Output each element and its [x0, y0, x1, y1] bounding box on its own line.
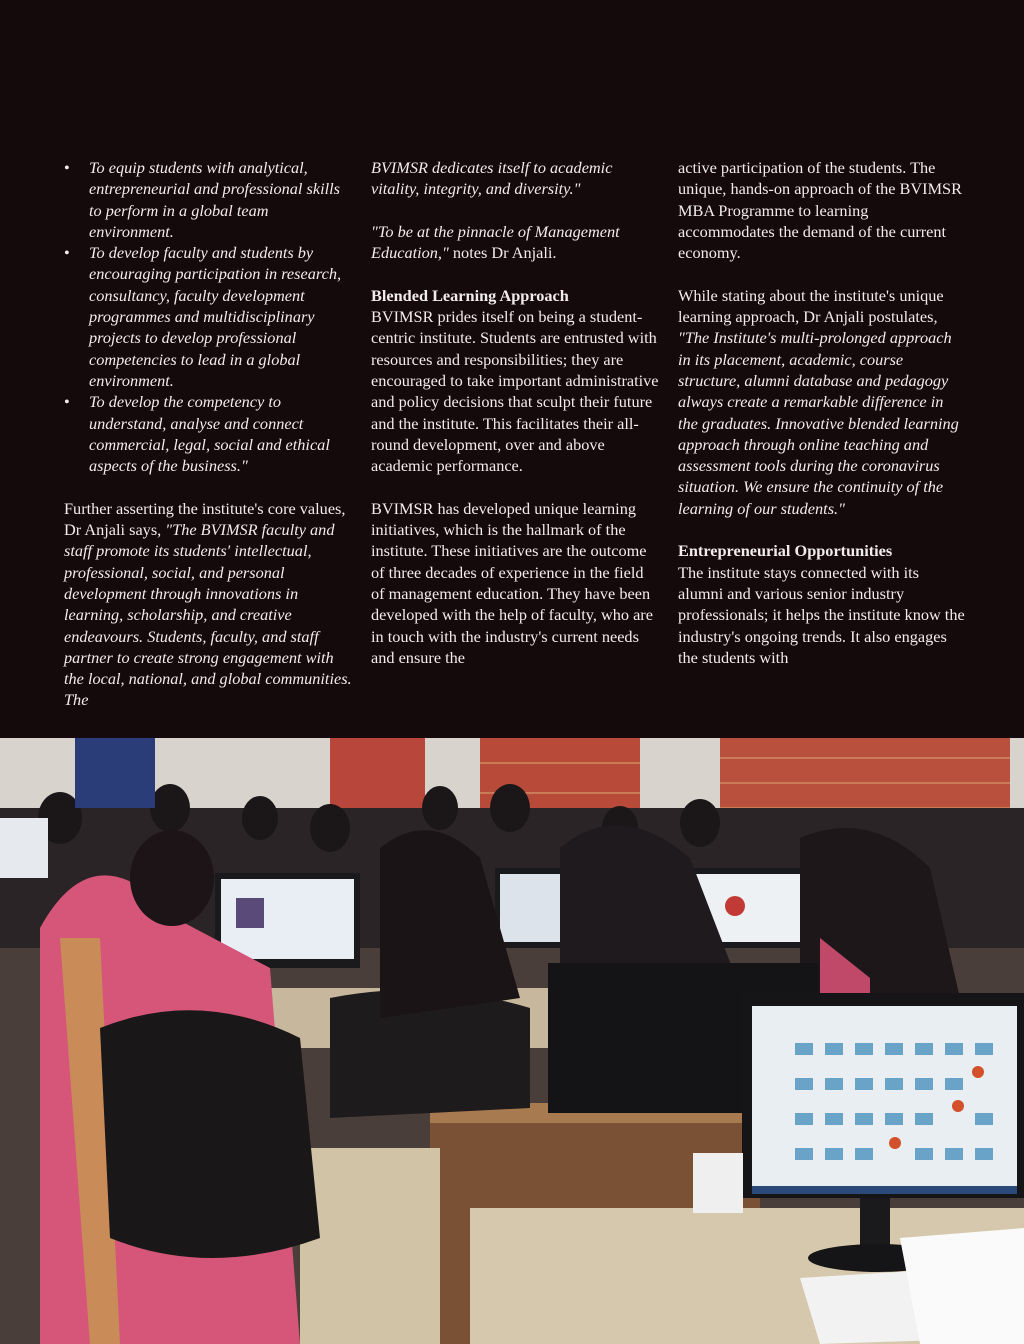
objectives-list: [64, 157, 352, 476]
quote-paragraph: BVIMSR dedicates itself to academic vitality, integrity, and diversity.": [371, 158, 613, 199]
computer-lab-photo: [0, 738, 1024, 1344]
body-paragraph: The institute stays connected with its alumni and various senior industry professionals; it helps the institute know the industry's ongoing trends. It also engages the students with: [678, 562, 965, 667]
body-paragraph: active participation of the students. The unique, hands-on approach of the BVIMSR MBA Programme to learning accommodates the demand of the current economy.: [678, 158, 962, 263]
list-item: • To equip students with analytical, entrepreneurial and professional skills to perform in a global team environment.: [64, 158, 340, 241]
body-paragraph: BVIMSR has developed unique learning initiatives, which is the hallmark of the institute. These initiatives are the outcome of three decades of experience in the field of management education. They have been developed with the help of faculty, who are in touch with the industry's current needs and ensure the: [371, 498, 653, 667]
learning-approach-paragraph: While stating about the institute's unique learning approach, Dr Anjali postulates, "The Institute's multi-prolonged approach in its placement, academic, course structure, alumni database and pedagogy always create a remarkable difference in the graduates. Innovative blended learning approach through online teaching and assessment tools during the coronavirus situation. We ensure the continuity of the learning of our students.": [678, 285, 959, 518]
core-values-paragraph: Further asserting the institute's core values, Dr Anjali says, "The BVIMSR faculty and staff promote its students' intellectual, professional, social, and personal development through innovations in learning, scholarship, and creative endeavours. Students, faculty, and staff partner to create strong engagement with the local, national, and global communities. The: [64, 498, 352, 710]
text-column-3: [678, 157, 966, 668]
text-column-1: [64, 157, 352, 711]
section-heading-blended-learning: Blended Learning Approach: [371, 285, 569, 305]
body-paragraph: BVIMSR prides itself on being a student-centric institute. Students are entrusted with resources and responsibilities; they are encouraged to take important administrative and policy decisions that sculpt their future and the institute. This facilitates their all-round development, over and above academic performance.: [371, 307, 659, 476]
section-heading-entrepreneurial: Entrepreneurial Opportunities: [678, 541, 893, 561]
list-item: • To develop faculty and students by encouraging participation in research, consultancy, faculty development programmes and multidisciplinary projects to develop professional competencies to lead in a global environment.: [64, 243, 342, 390]
text-column-2: [371, 157, 659, 668]
list-item: • To develop the competency to understand, analyse and connect commercial, legal, social and ethical aspects of the business.": [64, 392, 330, 476]
pinnacle-quote: "To be at the pinnacle of Management Education," notes Dr Anjali.: [371, 221, 620, 263]
